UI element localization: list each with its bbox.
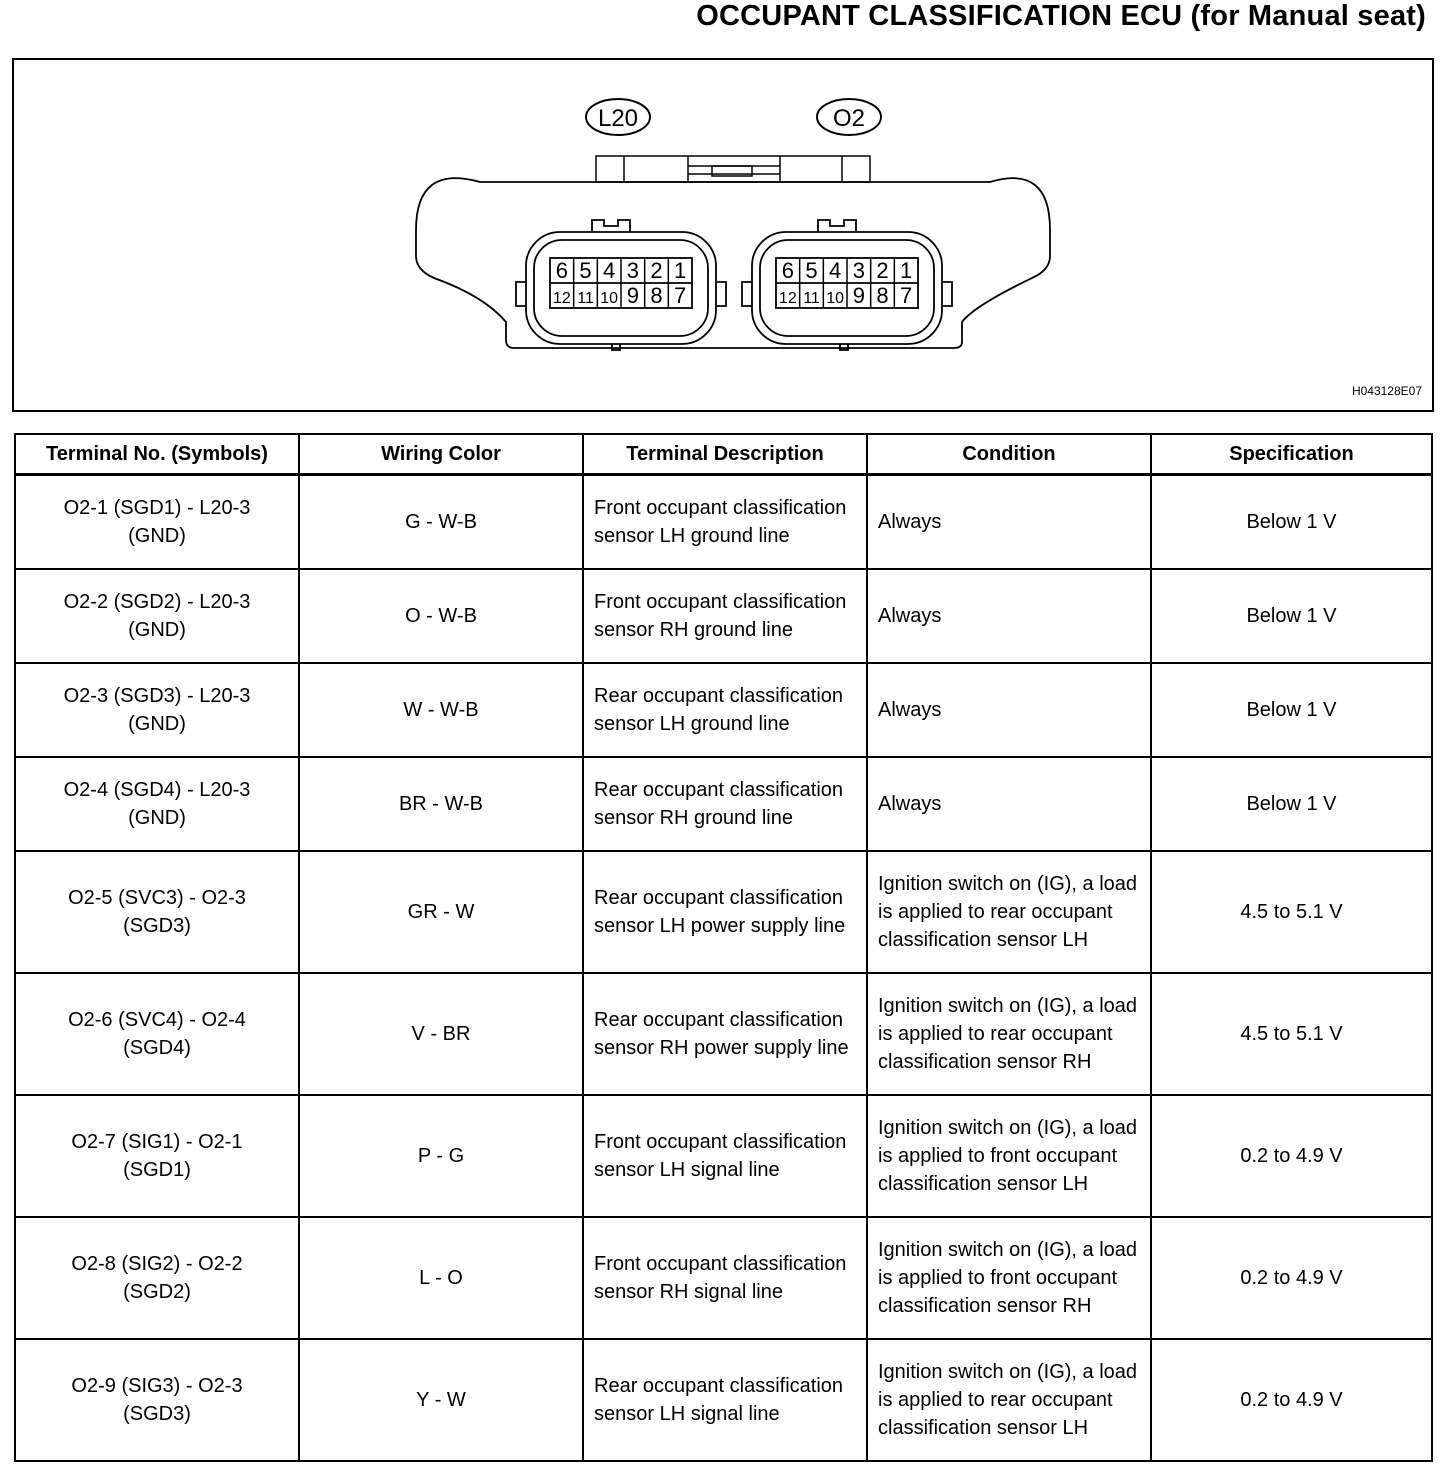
cell-terminal xyxy=(15,1339,299,1461)
cell-terminal xyxy=(15,569,299,663)
cell-wiring-color: L - O xyxy=(299,1217,583,1339)
table-header-row xyxy=(15,434,1432,475)
pin-number: 9 xyxy=(626,283,639,308)
cell-description: Front occupant classification sensor LH ground line xyxy=(583,475,867,569)
connector-label-l20 xyxy=(586,99,650,135)
terminal-pair: O2-5 (SVC3) - O2-3 xyxy=(68,886,246,909)
terminal-symbol: (GND) xyxy=(128,712,186,735)
terminal-pair: O2-8 (SIG2) - O2-2 xyxy=(71,1252,243,1275)
cell-wiring-color: W - W-B xyxy=(299,663,583,757)
cell-description: Front occupant classification sensor RH ground line xyxy=(583,569,867,663)
table-row xyxy=(15,973,1432,1095)
cell-specification: Below 1 V xyxy=(1151,475,1432,569)
header-terminal: Terminal No. (Symbols) xyxy=(15,434,299,475)
cell-description: Front occupant classification sensor RH signal line xyxy=(583,1217,867,1339)
table-row xyxy=(15,757,1432,851)
pin-number: 8 xyxy=(876,283,889,308)
connector-diagram xyxy=(12,58,1434,412)
terminal-pair: O2-1 (SGD1) - L20-3 xyxy=(63,496,251,519)
pin-number: 9 xyxy=(852,283,865,308)
pin-number: 7 xyxy=(674,283,687,308)
figure-code: H043128E07 xyxy=(1351,384,1422,398)
terminal-pair: O2-3 (SGD3) - L20-3 xyxy=(63,684,251,707)
pin-number: 10 xyxy=(600,290,619,307)
table-row xyxy=(15,475,1432,569)
pin-number: 10 xyxy=(826,290,845,307)
terminal-symbol: (SGD3) xyxy=(123,1402,191,1425)
pin-number: 4 xyxy=(603,258,616,283)
cell-description: Front occupant classification sensor LH signal line xyxy=(583,1095,867,1217)
cell-wiring-color: G - W-B xyxy=(299,475,583,569)
terminal-pair: O2-6 (SVC4) - O2-4 xyxy=(68,1008,246,1031)
terminal-symbol: (GND) xyxy=(128,806,186,829)
terminal-symbol: (SGD4) xyxy=(123,1036,191,1059)
terminal-symbol: (SGD1) xyxy=(123,1158,191,1181)
terminal-pair: O2-4 (SGD4) - L20-3 xyxy=(63,778,251,801)
pin-number: 2 xyxy=(876,258,889,283)
terminal-pair: O2-9 (SIG3) - O2-3 xyxy=(71,1374,243,1397)
terminal-symbol: (GND) xyxy=(128,618,186,641)
pin-number: 1 xyxy=(674,258,687,283)
ecu-connector-drawing xyxy=(14,60,1436,414)
cell-wiring-color: Y - W xyxy=(299,1339,583,1461)
pin-number: 3 xyxy=(852,258,865,283)
pin-number: 2 xyxy=(650,258,663,283)
cell-terminal xyxy=(15,1095,299,1217)
cell-wiring-color: P - G xyxy=(299,1095,583,1217)
ecu-body-outline xyxy=(416,178,1050,348)
cell-wiring-color: BR - W-B xyxy=(299,757,583,851)
pin-number: 12 xyxy=(552,290,571,307)
terminal-symbol: (SGD2) xyxy=(123,1280,191,1303)
connector-o2-label: O2 xyxy=(832,105,866,132)
pin-number: 1 xyxy=(900,258,913,283)
pin-number: 5 xyxy=(579,258,592,283)
cell-terminal xyxy=(15,475,299,569)
pin-number: 11 xyxy=(577,290,594,307)
pin-number: 6 xyxy=(555,258,568,283)
cell-condition: Always xyxy=(867,757,1151,851)
terminal-pair: O2-2 (SGD2) - L20-3 xyxy=(63,590,251,613)
cell-terminal xyxy=(15,973,299,1095)
terminal-symbol: (GND) xyxy=(128,524,186,547)
cell-wiring-color: GR - W xyxy=(299,851,583,973)
table-row xyxy=(15,1339,1432,1461)
terminal-symbol: (SGD3) xyxy=(123,914,191,937)
cell-wiring-color: V - BR xyxy=(299,973,583,1095)
table-row xyxy=(15,663,1432,757)
connector-label-o2 xyxy=(817,99,881,135)
cell-condition: Ignition switch on (IG), a load is applied to front occupant classification sensor LH xyxy=(867,1095,1151,1217)
cell-condition: Always xyxy=(867,663,1151,757)
pin-number: 7 xyxy=(900,283,913,308)
cell-specification: 0.2 to 4.9 V xyxy=(1151,1095,1432,1217)
pin-number: 3 xyxy=(626,258,639,283)
cell-specification: 0.2 to 4.9 V xyxy=(1151,1339,1432,1461)
terminal-pair: O2-7 (SIG1) - O2-1 xyxy=(71,1130,243,1153)
cell-description: Rear occupant classification sensor LH ground line xyxy=(583,663,867,757)
header-condition: Condition xyxy=(867,434,1151,475)
page-title: OCCUPANT CLASSIFICATION ECU (for Manual seat) xyxy=(696,0,1426,32)
table-row xyxy=(15,569,1432,663)
cell-wiring-color: O - W-B xyxy=(299,569,583,663)
cell-terminal xyxy=(15,851,299,973)
cell-specification: 4.5 to 5.1 V xyxy=(1151,851,1432,973)
cell-specification: Below 1 V xyxy=(1151,569,1432,663)
cell-condition: Ignition switch on (IG), a load is applied to front occupant classification sensor RH xyxy=(867,1217,1151,1339)
cell-description: Rear occupant classification sensor LH power supply line xyxy=(583,851,867,973)
cell-terminal xyxy=(15,757,299,851)
cell-description: Rear occupant classification sensor RH power supply line xyxy=(583,973,867,1095)
pin-number: 6 xyxy=(781,258,794,283)
cell-terminal xyxy=(15,663,299,757)
cell-terminal xyxy=(15,1217,299,1339)
ecu-top-tab xyxy=(596,156,870,182)
table-row xyxy=(15,1217,1432,1339)
cell-condition: Ignition switch on (IG), a load is applied to rear occupant classification sensor RH xyxy=(867,973,1151,1095)
cell-specification: Below 1 V xyxy=(1151,757,1432,851)
terminal-spec-table xyxy=(14,433,1433,1462)
cell-specification: 4.5 to 5.1 V xyxy=(1151,973,1432,1095)
cell-condition: Always xyxy=(867,569,1151,663)
cell-specification: Below 1 V xyxy=(1151,663,1432,757)
cell-specification: 0.2 to 4.9 V xyxy=(1151,1217,1432,1339)
cell-description: Rear occupant classification sensor RH ground line xyxy=(583,757,867,851)
cell-description: Rear occupant classification sensor LH signal line xyxy=(583,1339,867,1461)
table-row xyxy=(15,851,1432,973)
pin-number: 12 xyxy=(778,290,797,307)
pin-number: 8 xyxy=(650,283,663,308)
cell-condition: Ignition switch on (IG), a load is applied to rear occupant classification sensor LH xyxy=(867,1339,1151,1461)
connector-l20-label: L20 xyxy=(597,105,639,132)
pin-number: 11 xyxy=(803,290,820,307)
cell-condition: Ignition switch on (IG), a load is applied to rear occupant classification sensor LH xyxy=(867,851,1151,973)
table-row xyxy=(15,1095,1432,1217)
cell-condition: Always xyxy=(867,475,1151,569)
pin-number: 4 xyxy=(829,258,842,283)
header-specification: Specification xyxy=(1151,434,1432,475)
header-wiring-color: Wiring Color xyxy=(299,434,583,475)
header-description: Terminal Description xyxy=(583,434,867,475)
pin-number: 5 xyxy=(805,258,818,283)
